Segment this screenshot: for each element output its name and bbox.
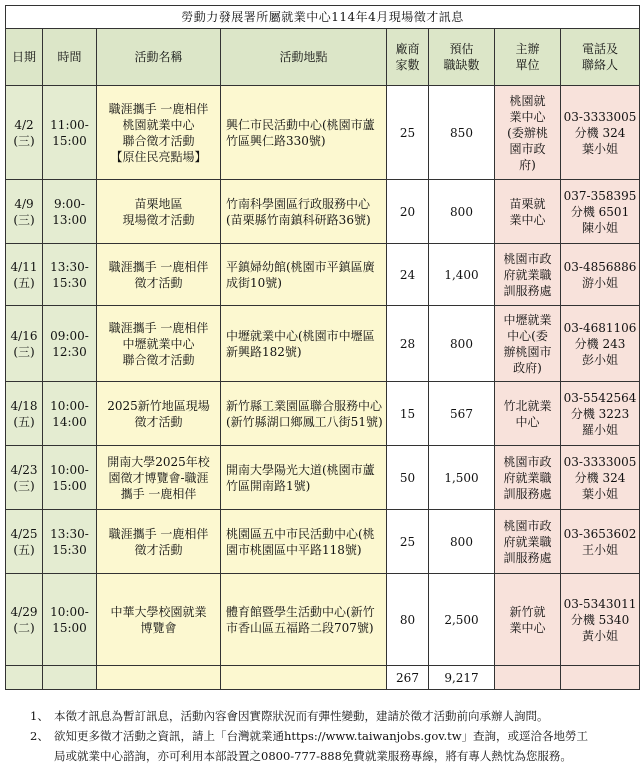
cell-date [6, 382, 43, 446]
header-date: 日期 [6, 29, 43, 86]
header-contact-line: 電話及 [582, 42, 619, 56]
contact-line: 分機 324 [574, 125, 626, 140]
cell-vacancies: 800 [429, 306, 495, 382]
time-line: 12:30 [52, 344, 87, 359]
contact-line: 分機 6501 [570, 204, 630, 219]
name-line: 中壢就業中心 [122, 336, 195, 351]
cell-contact [561, 574, 640, 666]
cell-time [43, 382, 97, 446]
contact-line: 黃小姐 [582, 628, 619, 643]
table-row [6, 180, 640, 244]
cell-companies: 20 [387, 180, 429, 244]
cell-organizer [495, 574, 561, 666]
organizer-line: 中心 [515, 414, 540, 429]
contact-line: 037-358395 [563, 188, 637, 203]
organizer-line: 苗栗就 [509, 196, 546, 211]
organizer-line: 桃園市政 [503, 454, 552, 469]
table-row [6, 244, 640, 306]
date-line: 4/18 [10, 398, 38, 413]
table-row [6, 510, 640, 574]
cell-vacancies: 800 [429, 510, 495, 574]
date-line: 4/16 [10, 328, 38, 343]
totals-blank [221, 666, 387, 690]
note-number: 1、 [30, 709, 49, 723]
cell-time [43, 510, 97, 574]
date-line: (三) [13, 344, 35, 359]
name-line: 博覽會 [140, 620, 177, 635]
cell-time [43, 180, 97, 244]
header-vacancies-line: 職缺數 [443, 58, 480, 72]
header-vacancies [429, 29, 495, 86]
organizer-line: 訓服務處 [503, 550, 552, 565]
header-organizer-line: 單位 [515, 58, 540, 72]
cell-location: 興仁市民活動中心(桃園市蘆竹區興仁路330號) [221, 86, 387, 180]
header-row [6, 29, 640, 86]
totals-blank [561, 666, 640, 690]
note-2 [30, 726, 638, 746]
name-line: 攜手 一鹿相伴 [120, 486, 197, 501]
cell-location: 開南大學陽光大道(桃園市蘆竹區開南路1號) [221, 446, 387, 510]
table-row [6, 574, 640, 666]
date-line: (三) [13, 212, 35, 227]
cell-date [6, 574, 43, 666]
header-vacancies-line: 預估 [449, 42, 474, 56]
name-line: 徵才活動 [134, 414, 183, 429]
contact-line: 陳小姐 [582, 220, 619, 235]
organizer-line: 園市政 [509, 141, 546, 156]
time-line: 10:00- [50, 604, 89, 619]
totals-blank [43, 666, 97, 690]
cell-name [97, 510, 221, 574]
cell-name [97, 574, 221, 666]
organizer-line: 辦桃園市 [503, 344, 552, 359]
time-line: 13:00 [52, 212, 87, 227]
organizer-line: 訓服務處 [503, 486, 552, 501]
cell-name [97, 244, 221, 306]
table-row [6, 306, 640, 382]
time-line: 15:00 [52, 133, 87, 148]
date-line: (五) [13, 414, 35, 429]
time-line: 10:00- [50, 462, 89, 477]
organizer-line: 竹北就業 [503, 398, 552, 413]
organizer-line: 府就業職 [503, 470, 552, 485]
cell-contact [561, 86, 640, 180]
cell-contact [561, 382, 640, 446]
header-name: 活動名稱 [97, 29, 221, 86]
contact-line: 羅小姐 [582, 422, 619, 437]
cell-companies: 25 [387, 86, 429, 180]
note-text: 本徵才訊息為暫訂訊息，活動內容會因實際狀況而有彈性變動，建請於徵才活動前向承辦人詢問。 [54, 709, 549, 723]
name-line: 2025新竹地區現場 [107, 398, 210, 413]
cell-date [6, 510, 43, 574]
cell-contact [561, 306, 640, 382]
name-line: 中華大學校園就業 [110, 604, 207, 619]
note-2-continued [30, 746, 638, 766]
contact-line: 03-4681106 [563, 320, 637, 335]
cell-name [97, 306, 221, 382]
cell-time [43, 446, 97, 510]
date-line: 4/9 [14, 196, 34, 211]
cell-time [43, 86, 97, 180]
date-line: 4/2 [14, 117, 34, 132]
cell-name [97, 382, 221, 446]
date-line: (三) [13, 133, 35, 148]
date-line: (五) [13, 275, 35, 290]
organizer-line: 桃園就 [509, 93, 546, 108]
cell-vacancies: 567 [429, 382, 495, 446]
contact-line: 03-3333005 [563, 454, 637, 469]
name-line: 聯合徵才活動 [122, 133, 195, 148]
cell-vacancies: 1,400 [429, 244, 495, 306]
organizer-line: 業中心 [509, 109, 546, 124]
name-line: 職涯攜手 一鹿相伴 [108, 526, 209, 541]
contact-line: 彭小姐 [582, 352, 619, 367]
name-line: 桃園就業中心 [122, 117, 195, 132]
date-line: 4/23 [10, 462, 38, 477]
header-organizer-line: 主辦 [515, 42, 540, 56]
header-organizer [495, 29, 561, 86]
name-line: 聯合徵才活動 [122, 352, 195, 367]
time-line: 10:00- [50, 398, 89, 413]
cell-companies: 80 [387, 574, 429, 666]
contact-line: 葉小姐 [582, 141, 619, 156]
contact-line: 03-3333005 [563, 109, 637, 124]
cell-organizer [495, 510, 561, 574]
contact-line: 03-3653602 [563, 526, 637, 541]
cell-companies: 24 [387, 244, 429, 306]
cell-name [97, 180, 221, 244]
organizer-line: 業中心 [509, 212, 546, 227]
contact-line: 游小姐 [582, 275, 619, 290]
cell-time [43, 244, 97, 306]
cell-date [6, 446, 43, 510]
cell-date [6, 180, 43, 244]
job-fair-table [5, 5, 640, 690]
cell-vacancies: 1,500 [429, 446, 495, 510]
cell-vacancies: 850 [429, 86, 495, 180]
header-time: 時間 [43, 29, 97, 86]
organizer-line: 中壢就業 [503, 312, 552, 327]
header-contact [561, 29, 640, 86]
organizer-line: 業中心 [509, 620, 546, 635]
contact-line: 分機 5340 [570, 612, 630, 627]
cell-date [6, 244, 43, 306]
cell-companies: 50 [387, 446, 429, 510]
cell-date [6, 306, 43, 382]
table-row [6, 86, 640, 180]
cell-contact [561, 244, 640, 306]
cell-name [97, 86, 221, 180]
organizer-line: 新竹就 [509, 604, 546, 619]
cell-location: 新竹縣工業園區聯合服務中心(新竹縣湖口鄉鳳工八街51號) [221, 382, 387, 446]
name-line: 職涯攜手 一鹿相伴 [108, 101, 209, 116]
cell-organizer [495, 86, 561, 180]
totals-row [6, 666, 640, 690]
time-line: 15:00 [52, 478, 87, 493]
cell-organizer [495, 180, 561, 244]
contact-line: 分機 324 [574, 470, 626, 485]
name-line: 園徵才博覽會-職涯 [108, 470, 209, 485]
contact-line: 王小姐 [582, 542, 619, 557]
contact-line: 03-5542564 [563, 390, 637, 405]
date-line: 4/29 [10, 604, 38, 619]
note-1 [30, 706, 638, 726]
cell-organizer [495, 244, 561, 306]
name-line: 職涯攜手 一鹿相伴 [108, 259, 209, 274]
note-text: 欲知更多徵才活動之資訊，請上「台灣就業通https://www.taiwanjobs.gov.tw」查詢，或逕洽各地勞工 [54, 729, 589, 743]
name-line: 職涯攜手 一鹿相伴 [108, 320, 209, 335]
cell-date [6, 86, 43, 180]
header-companies-line: 廠商 [395, 42, 420, 56]
totals-blank [495, 666, 561, 690]
time-line: 11:00- [50, 117, 89, 132]
header-location: 活動地點 [221, 29, 387, 86]
cell-organizer [495, 306, 561, 382]
cell-organizer [495, 446, 561, 510]
organizer-line: 政府) [513, 360, 542, 375]
time-line: 15:00 [52, 620, 87, 635]
date-line: (二) [13, 620, 35, 635]
date-line: 4/11 [10, 259, 38, 274]
cell-companies: 28 [387, 306, 429, 382]
organizer-line: 桃園市政 [503, 251, 552, 266]
cell-contact [561, 180, 640, 244]
name-line: 苗栗地區 [134, 196, 183, 211]
cell-companies: 15 [387, 382, 429, 446]
time-line: 15:30 [52, 275, 87, 290]
cell-location: 中壢就業中心(桃園市中壢區新興路182號) [221, 306, 387, 382]
name-line: 徵才活動 [134, 275, 183, 290]
cell-location: 竹南科學園區行政服務中心(苗栗縣竹南鎮科研路36號) [221, 180, 387, 244]
organizer-line: 訓服務處 [503, 283, 552, 298]
cell-contact [561, 446, 640, 510]
note-text: 局或就業中心諮詢，亦可利用本部設置之0800-777-888免費就業服務專線，將有專人熱忱為您服務。 [54, 749, 572, 763]
name-line: 徵才活動 [134, 542, 183, 557]
cell-vacancies: 800 [429, 180, 495, 244]
note-number: 2、 [30, 729, 49, 743]
date-line: (三) [13, 478, 35, 493]
contact-line: 分機 243 [574, 336, 626, 351]
header-companies [387, 29, 429, 86]
time-line: 09:00- [50, 328, 89, 343]
totals-blank [6, 666, 43, 690]
organizer-line: 府) [519, 157, 536, 172]
contact-line: 葉小姐 [582, 486, 619, 501]
organizer-line: 桃園市政 [503, 518, 552, 533]
time-line: 15:30 [52, 542, 87, 557]
cell-contact [561, 510, 640, 574]
name-line: 現場徵才活動 [122, 212, 195, 227]
cell-location: 桃園區五中市民活動中心(桃園市桃園區中平路118號) [221, 510, 387, 574]
contact-line: 03-5343011 [563, 596, 637, 611]
header-contact-line: 聯絡人 [582, 58, 619, 72]
header-companies-line: 家數 [395, 58, 420, 72]
cell-name [97, 446, 221, 510]
date-line: (五) [13, 542, 35, 557]
date-line: 4/25 [10, 526, 38, 541]
cell-time [43, 574, 97, 666]
totals-blank [97, 666, 221, 690]
time-line: 13:30- [50, 526, 89, 541]
table-body [6, 86, 640, 666]
organizer-line: 府就業職 [503, 267, 552, 282]
organizer-line: 中心(委 [507, 328, 548, 343]
cell-companies: 25 [387, 510, 429, 574]
totals-companies: 267 [387, 666, 429, 690]
table-row [6, 446, 640, 510]
cell-vacancies: 2,500 [429, 574, 495, 666]
cell-location: 平鎮婦幼館(桃園市平鎮區廣成街10號) [221, 244, 387, 306]
cell-organizer [495, 382, 561, 446]
name-line: 開南大學2025年校 [107, 454, 210, 469]
notes [30, 706, 638, 766]
name-line: 【原住民亮點場】 [110, 149, 207, 164]
totals-vacancies: 9,217 [429, 666, 495, 690]
organizer-line: 府就業職 [503, 534, 552, 549]
organizer-line: (委辦桃 [507, 125, 548, 140]
table-title: 勞動力發展署所屬就業中心114年4月現場徵才訊息 [6, 6, 640, 29]
time-line: 14:00 [52, 414, 87, 429]
table-row [6, 382, 640, 446]
time-line: 9:00- [53, 196, 85, 211]
cell-location: 體育館暨學生活動中心(新竹市香山區五福路二段707號) [221, 574, 387, 666]
contact-line: 03-4856886 [563, 259, 637, 274]
cell-time [43, 306, 97, 382]
contact-line: 分機 3223 [570, 406, 630, 421]
time-line: 13:30- [50, 259, 89, 274]
